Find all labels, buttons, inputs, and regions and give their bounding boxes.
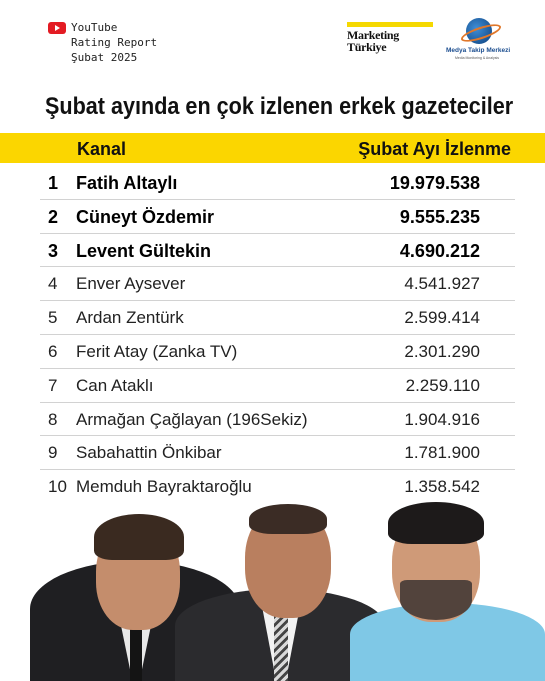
row-views: 9.555.235 (399, 206, 480, 227)
row-rank: 9 (48, 443, 58, 463)
row-name: Cüneyt Özdemir (76, 206, 215, 227)
page-title: Şubat ayında en çok izlenen erkek gazeteciler (45, 93, 514, 120)
row-views: 2.599.414 (404, 308, 480, 328)
report-type: Rating Report (71, 36, 158, 49)
table-row (40, 335, 515, 369)
media-logo-name: Medya Takip Merkezi (446, 47, 511, 54)
row-name: Fatih Altaylı (76, 173, 178, 193)
row-name: Ardan Zentürk (76, 308, 184, 328)
logo-accent-bar (347, 22, 433, 27)
journalist-photos (0, 500, 545, 681)
row-name: Levent Gültekin (76, 240, 212, 261)
globe-icon (466, 18, 492, 44)
report-source: YouTube (71, 21, 118, 34)
row-views: 2.259.110 (405, 375, 480, 395)
table-row (40, 234, 515, 268)
report-period: Şubat 2025 (71, 51, 138, 64)
table-row (40, 403, 515, 437)
row-views: 4.541.927 (404, 274, 480, 294)
table-row (40, 267, 515, 301)
row-name: Enver Aysever (76, 274, 186, 294)
row-views: 1.358.542 (404, 477, 480, 497)
row-rank: 3 (48, 240, 59, 261)
row-rank: 1 (48, 173, 59, 193)
marketing-turkiye-wordmark (347, 29, 399, 53)
youtube-icon (48, 22, 66, 34)
row-rank: 4 (48, 274, 58, 294)
header-channel: Kanal (77, 139, 127, 159)
media-logo-tagline: Media Monitoring & Analysis (455, 56, 499, 60)
journalist-photo-levent-gultekin (350, 500, 545, 681)
row-rank: 6 (48, 341, 58, 361)
row-views: 1.904.916 (404, 409, 480, 429)
table-row (40, 301, 515, 335)
medya-takip-merkezi-logo (446, 18, 510, 62)
marketing-turkiye-logo (347, 22, 433, 58)
table-row (40, 369, 515, 403)
row-rank: 10 (48, 477, 67, 497)
row-name: Sabahattin Önkibar (76, 443, 222, 463)
row-rank: 7 (48, 375, 58, 395)
table-row (40, 436, 515, 470)
row-views: 2.301.290 (404, 341, 480, 361)
row-name: Armağan Çağlayan (196Sekiz) (76, 409, 308, 429)
marketing-wordmark-line2: Türkiye (347, 40, 387, 54)
table-row (40, 470, 515, 504)
marketing-wordmark-line1: Marketing (347, 28, 399, 42)
table-row (40, 166, 515, 200)
row-views: 4.690.212 (399, 240, 480, 261)
row-name: Memduh Bayraktaroğlu (76, 477, 252, 497)
report-label (71, 20, 157, 65)
row-rank: 5 (48, 308, 58, 328)
row-rank: 2 (48, 206, 59, 227)
header-views: Şubat Ayı İzlenme (358, 139, 511, 159)
row-name: Can Ataklı (76, 375, 154, 395)
ranking-table (0, 166, 545, 504)
table-row (40, 200, 515, 234)
table-header (0, 133, 545, 163)
row-views: 1.781.900 (404, 443, 480, 463)
row-name: Ferit Atay (Zanka TV) (76, 341, 238, 361)
row-rank: 8 (48, 409, 58, 429)
row-views: 19.979.538 (389, 173, 480, 193)
